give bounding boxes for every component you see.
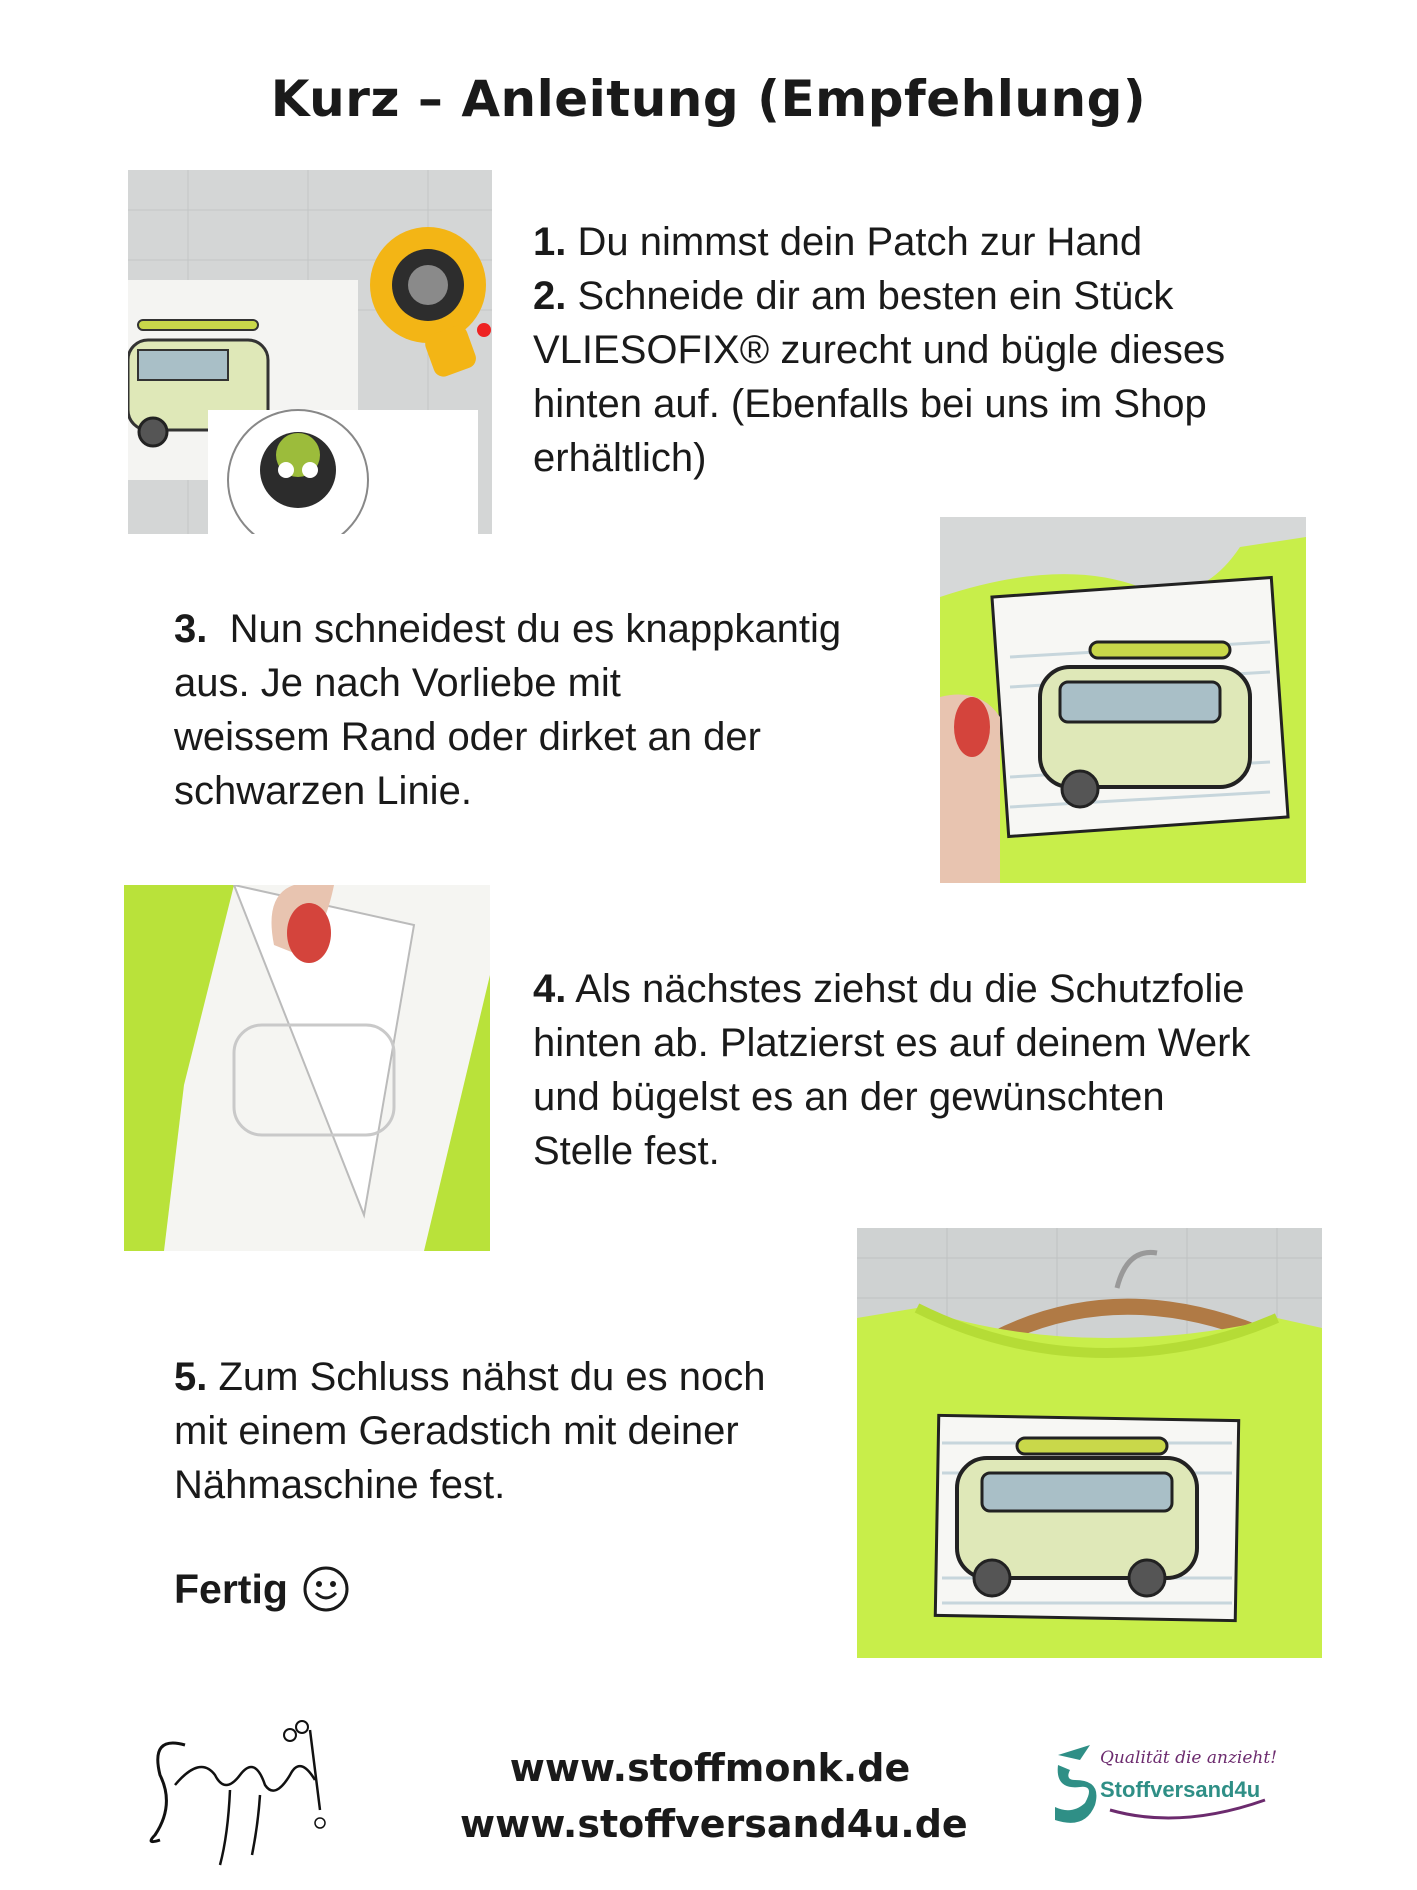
step-text-line: Nähmaschine fest. [174,1463,506,1507]
done-text: Fertig [174,1565,288,1612]
step-1-2-text [533,215,1225,485]
photo-step-5-finished-shirt [857,1228,1322,1658]
step-text-line: und bügelst es an der gewünschten [533,1075,1165,1119]
photo-step-4-peel-film [124,885,490,1251]
step-text-line: Nun schneidest du es knappkantig [229,607,842,651]
page-title: Kurz – Anleitung (Empfehlung) [270,70,1147,128]
step-text-line: Schneide dir am besten ein Stück [577,274,1174,318]
step-5-text [174,1350,765,1512]
step-text-line: Zum Schluss nähst du es noch [218,1355,766,1399]
smiley-icon [302,1565,350,1613]
step-text-line: VLIESOFIX® zurecht und bügle dieses [533,328,1226,372]
step-text-line: hinten ab. Platzierst es auf deinem Werk [533,1021,1251,1065]
step-text-line: weissem Rand oder dirket an der [174,715,761,759]
step-number: 4. [533,967,567,1011]
step-text-line: erhältlich) [533,436,707,480]
step-text-line: hinten auf. (Ebenfalls bei uns im Shop [533,382,1207,426]
photo-step-3-cut-patch [940,517,1306,883]
step-number: 3. [174,607,208,651]
stoffversand4u-logo [1050,1735,1280,1835]
link-stoffversand4u[interactable]: www.stoffversand4u.de [460,1802,968,1846]
footer-links [460,1740,968,1852]
svg-text:Stoffversand4u: Stoffversand4u [1100,1777,1261,1802]
step-text-line: mit einem Geradstich mit deiner [174,1409,739,1453]
step-text-line: Stelle fest. [533,1129,720,1173]
step-text-line: schwarzen Linie. [174,769,472,813]
link-stoffmonk[interactable]: www.stoffmonk.de [509,1746,911,1790]
step-4-text [533,962,1250,1178]
photo-step-1-patch-and-cutter [128,170,492,534]
step-number: 5. [174,1355,208,1399]
svg-text:Qualität die anzieht!: Qualität die anzieht! [1100,1748,1278,1768]
step-text-line: Als nächstes ziehst du die Schutzfolie [575,967,1245,1011]
stoffmonk-logo [140,1715,340,1875]
step-number: 1. [533,220,567,264]
step-text-line: aus. Je nach Vorliebe mit [174,661,621,705]
done-label [174,1565,350,1613]
step-number: 2. [533,274,567,318]
step-text-line: Du nimmst dein Patch zur Hand [577,220,1143,264]
step-3-text [174,602,841,818]
